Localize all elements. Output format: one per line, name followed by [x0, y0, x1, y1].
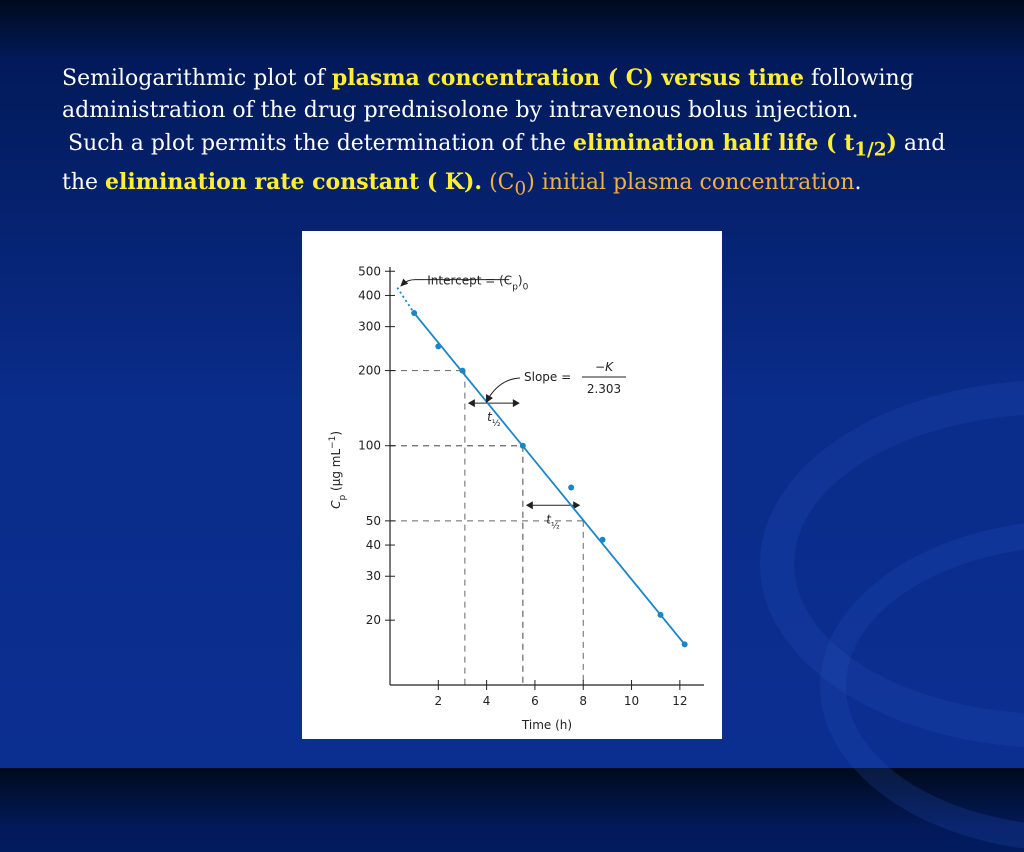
y-tick-label-part: 40: [365, 538, 381, 553]
slope-numerator-part: −K: [595, 360, 613, 374]
y-tick-label-part: 200: [358, 363, 381, 378]
caption-highlight: elimination rate constant ( K).: [105, 169, 483, 196]
y-tick-label-part: 20: [365, 613, 381, 628]
data-point: [658, 612, 664, 618]
x-tick-label-part: 10: [623, 694, 640, 708]
caption-text: the: [62, 170, 106, 196]
x-tick-label-part: 2: [434, 694, 443, 708]
half-life-label: [546, 512, 560, 531]
intercept-label-part: 0: [522, 282, 529, 293]
intercept-label-part: ): [517, 273, 523, 288]
x-tick-label: [579, 694, 587, 708]
caption-text: administration of the drug prednisolone by intravenous bolus injection.: [62, 98, 859, 123]
data-point: [411, 310, 417, 316]
x-tick-label-part: 4: [482, 694, 491, 708]
y-axis-label-part: ): [329, 430, 343, 436]
caption-orange: ) initial plasma concentration: [526, 170, 855, 196]
y-tick-label: [358, 364, 381, 378]
half-life-arrowhead: [513, 399, 520, 407]
half-life-arrowhead: [468, 399, 475, 407]
slope-numerator: [595, 360, 614, 374]
slope-label-part: Slope =: [524, 370, 572, 384]
y-tick-label: [366, 569, 381, 583]
intercept-label-part: Intercept = (C: [427, 273, 513, 288]
intercept-label-part: p: [512, 282, 518, 293]
data-point: [459, 368, 465, 374]
caption-subscript: 0: [514, 178, 527, 200]
half-life-label-part: t: [487, 410, 492, 425]
caption-line-3: [62, 127, 962, 166]
half-life-arrowhead: [526, 501, 533, 509]
y-tick-label: [366, 514, 381, 528]
semilog-plot: [302, 231, 722, 739]
half-life-term: [573, 130, 897, 161]
caption-line-4: [62, 166, 962, 205]
intercept-label: [427, 274, 528, 293]
x-tick-label: [434, 694, 442, 708]
data-point: [435, 343, 441, 349]
x-tick-label-part: 12: [672, 694, 688, 708]
half-life-label-part: ½: [551, 521, 560, 532]
x-axis-label: [521, 718, 572, 732]
y-tick-label: [358, 439, 381, 453]
x-axis-label-part: Time (h): [521, 718, 573, 732]
data-point: [520, 443, 526, 449]
y-axis-label-part: (µg mL: [329, 448, 343, 495]
y-tick-label-part: 400: [358, 288, 381, 303]
y-tick-label-part: 300: [358, 319, 381, 334]
caption-text: following: [803, 66, 914, 91]
x-tick-label-part: 8: [579, 694, 588, 708]
fit-line: [414, 313, 685, 644]
c0-term: [482, 170, 855, 200]
x-tick-label: [672, 694, 687, 708]
slope-arrowhead: [486, 394, 493, 403]
slope-denominator-part: 2.303: [586, 382, 622, 396]
x-tick-label: [483, 694, 491, 708]
caption-line-2: [62, 95, 962, 127]
intercept-arrowhead: [400, 279, 408, 287]
x-tick-label-part: 6: [531, 694, 539, 708]
y-tick-label-part: 50: [365, 513, 381, 528]
caption-text: Such a plot permits the determination of the: [68, 131, 574, 156]
y-tick-label: [358, 288, 381, 302]
half-life-label: [487, 410, 501, 429]
caption-text: Semilogarithmic plot of: [62, 66, 332, 91]
caption-text: and: [896, 131, 946, 156]
y-axis-label-part: −1: [328, 435, 338, 449]
y-axis-label-part: C: [329, 500, 343, 509]
y-axis-label: [328, 431, 348, 509]
y-axis-label-part: p: [338, 494, 348, 501]
slope-pointer: [488, 378, 520, 399]
slope-label: [524, 370, 571, 384]
slide-text: [62, 62, 962, 206]
caption-orange: (C: [482, 170, 515, 196]
fit-line-extrapolated: [397, 288, 414, 313]
y-tick-label: [358, 264, 381, 278]
caption-highlight: elimination half life ( t: [573, 130, 855, 156]
y-tick-label-part: 100: [358, 438, 381, 453]
x-tick-label: [531, 694, 539, 708]
caption-text: .: [854, 170, 862, 196]
caption-highlight: plasma concentration ( C) versus time: [331, 65, 804, 91]
caption-highlight: ): [886, 130, 897, 156]
slope-denominator: [587, 382, 621, 396]
y-tick-label-part: 30: [365, 569, 381, 584]
half-life-label-part: ½: [491, 419, 501, 430]
caption-subscript: 1/2: [854, 139, 887, 161]
y-tick-label: [358, 320, 381, 334]
x-tick-label: [624, 694, 639, 708]
half-life-label-part: t: [546, 512, 552, 527]
caption-line-1: [62, 62, 962, 95]
y-tick-label: [366, 613, 381, 627]
y-tick-label-part: 500: [358, 264, 381, 279]
data-point: [600, 537, 606, 543]
data-point: [568, 485, 574, 491]
chart-svg: [302, 231, 722, 739]
data-point: [682, 641, 688, 647]
y-tick-label: [366, 538, 381, 552]
